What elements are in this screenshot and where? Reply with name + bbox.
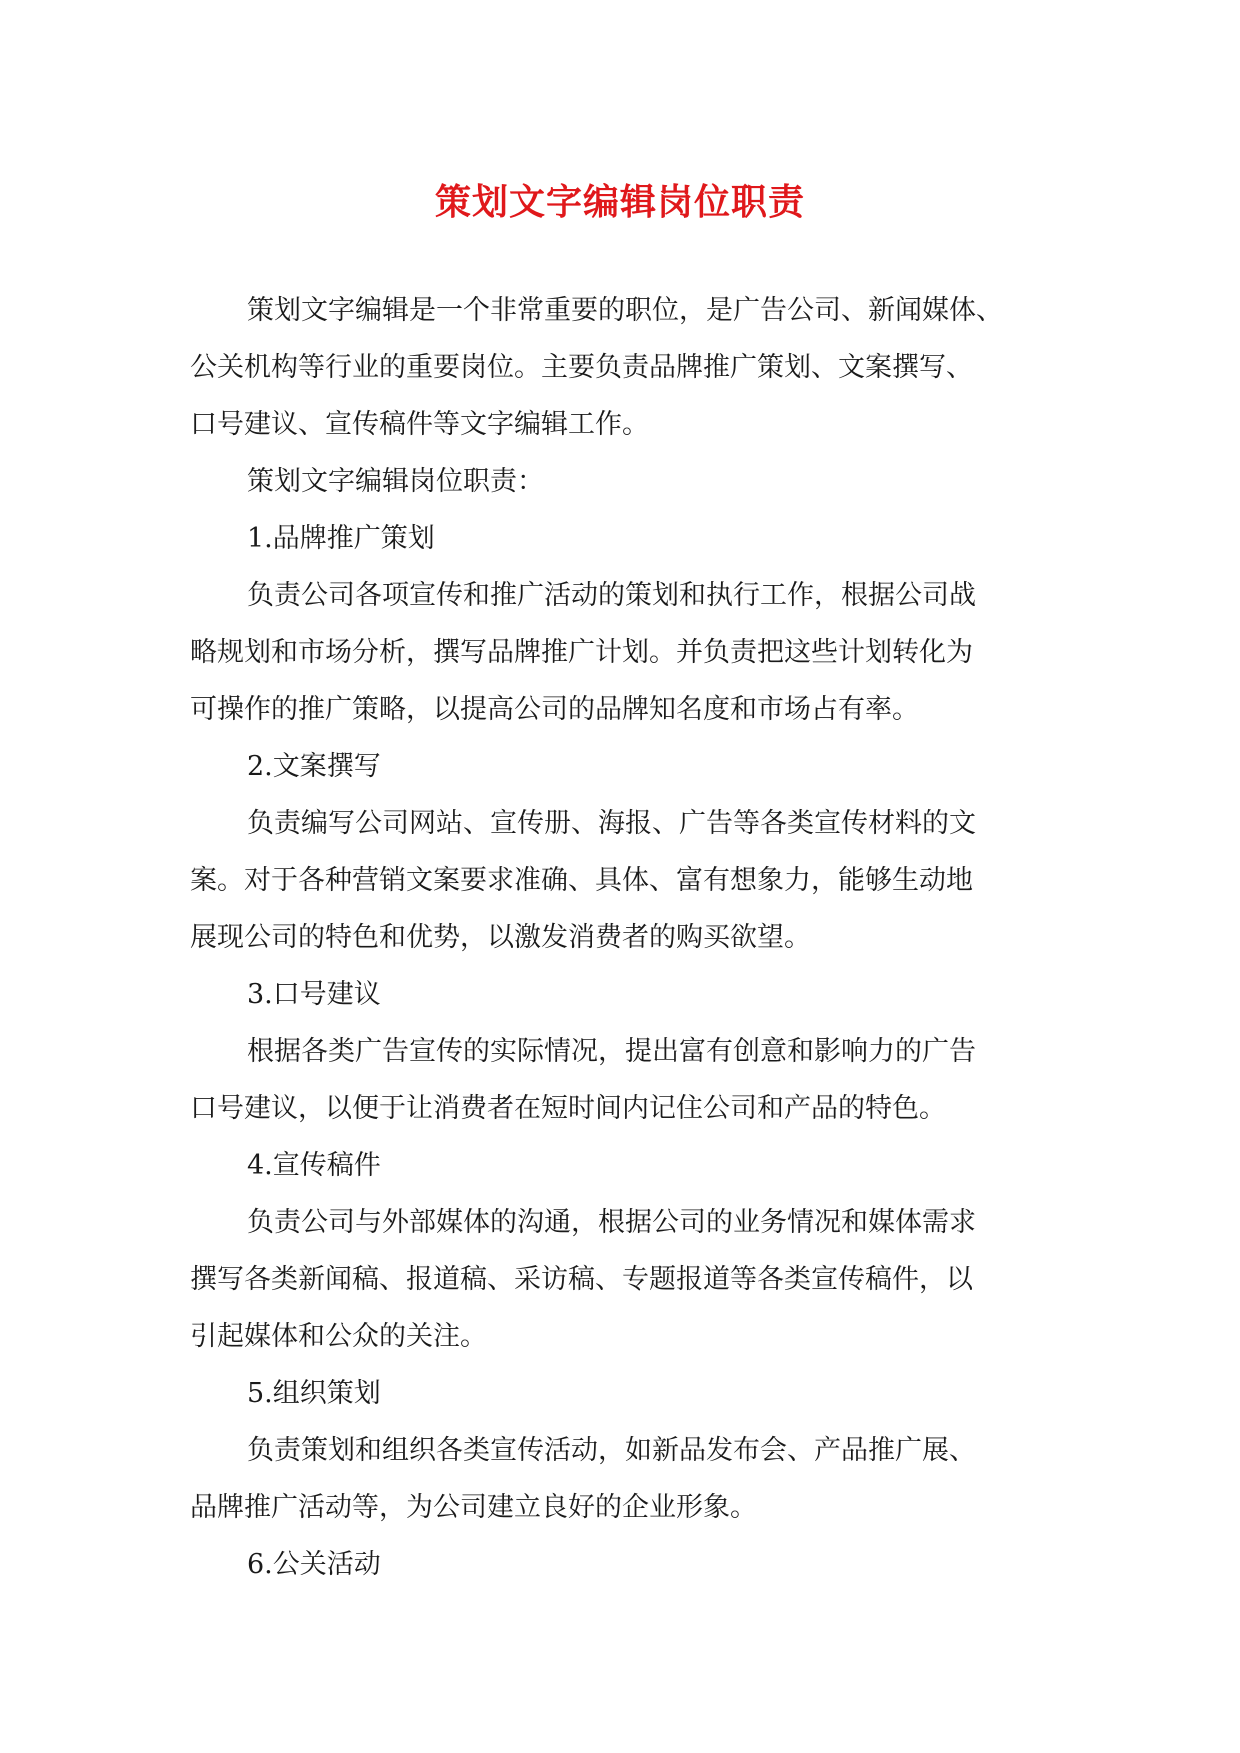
section-heading: 2.文案撰写: [247, 751, 381, 782]
body-line: 策划文字编辑是一个非常重要的职位，是广告公司、新闻媒体、: [247, 295, 1003, 326]
section-heading: 3.口号建议: [247, 979, 381, 1010]
body-line: 品牌推广活动等，为公司建立良好的企业形象。: [190, 1492, 757, 1523]
section-heading: 6.公关活动: [247, 1549, 381, 1580]
body-line: 公关机构等行业的重要岗位。主要负责品牌推广策划、文案撰写、: [190, 352, 973, 383]
section-heading: 5.组织策划: [247, 1378, 381, 1409]
body-line: 策划文字编辑岗位职责：: [247, 466, 544, 497]
body-line: 口号建议、宣传稿件等文字编辑工作。: [190, 409, 649, 440]
body-line: 负责策划和组织各类宣传活动，如新品发布会、产品推广展、: [247, 1435, 976, 1466]
section-heading: 4.宣传稿件: [247, 1150, 381, 1181]
document-body: [190, 282, 1190, 1593]
body-line: 引起媒体和公众的关注。: [190, 1321, 487, 1352]
document-title: 策划文字编辑岗位职责: [434, 181, 805, 223]
body-line: 负责公司各项宣传和推广活动的策划和执行工作，根据公司战: [247, 580, 976, 611]
body-line: 负责编写公司网站、宣传册、海报、广告等各类宣传材料的文: [247, 808, 976, 839]
body-line: 根据各类广告宣传的实际情况，提出富有创意和影响力的广告: [247, 1036, 976, 1067]
body-line: 口号建议，以便于让消费者在短时间内记住公司和产品的特色。: [190, 1093, 946, 1124]
body-line: 撰写各类新闻稿、报道稿、采访稿、专题报道等各类宣传稿件，以: [190, 1264, 973, 1295]
body-line: 略规划和市场分析，撰写品牌推广计划。并负责把这些计划转化为: [190, 637, 973, 668]
body-line: 可操作的推广策略，以提高公司的品牌知名度和市场占有率。: [190, 694, 919, 725]
body-line: 负责公司与外部媒体的沟通，根据公司的业务情况和媒体需求: [247, 1207, 976, 1238]
section-heading: 1.品牌推广策划: [247, 523, 435, 554]
body-line: 展现公司的特色和优势，以激发消费者的购买欲望。: [190, 922, 811, 953]
body-line: 案。对于各种营销文案要求准确、具体、富有想象力，能够生动地: [190, 865, 973, 896]
